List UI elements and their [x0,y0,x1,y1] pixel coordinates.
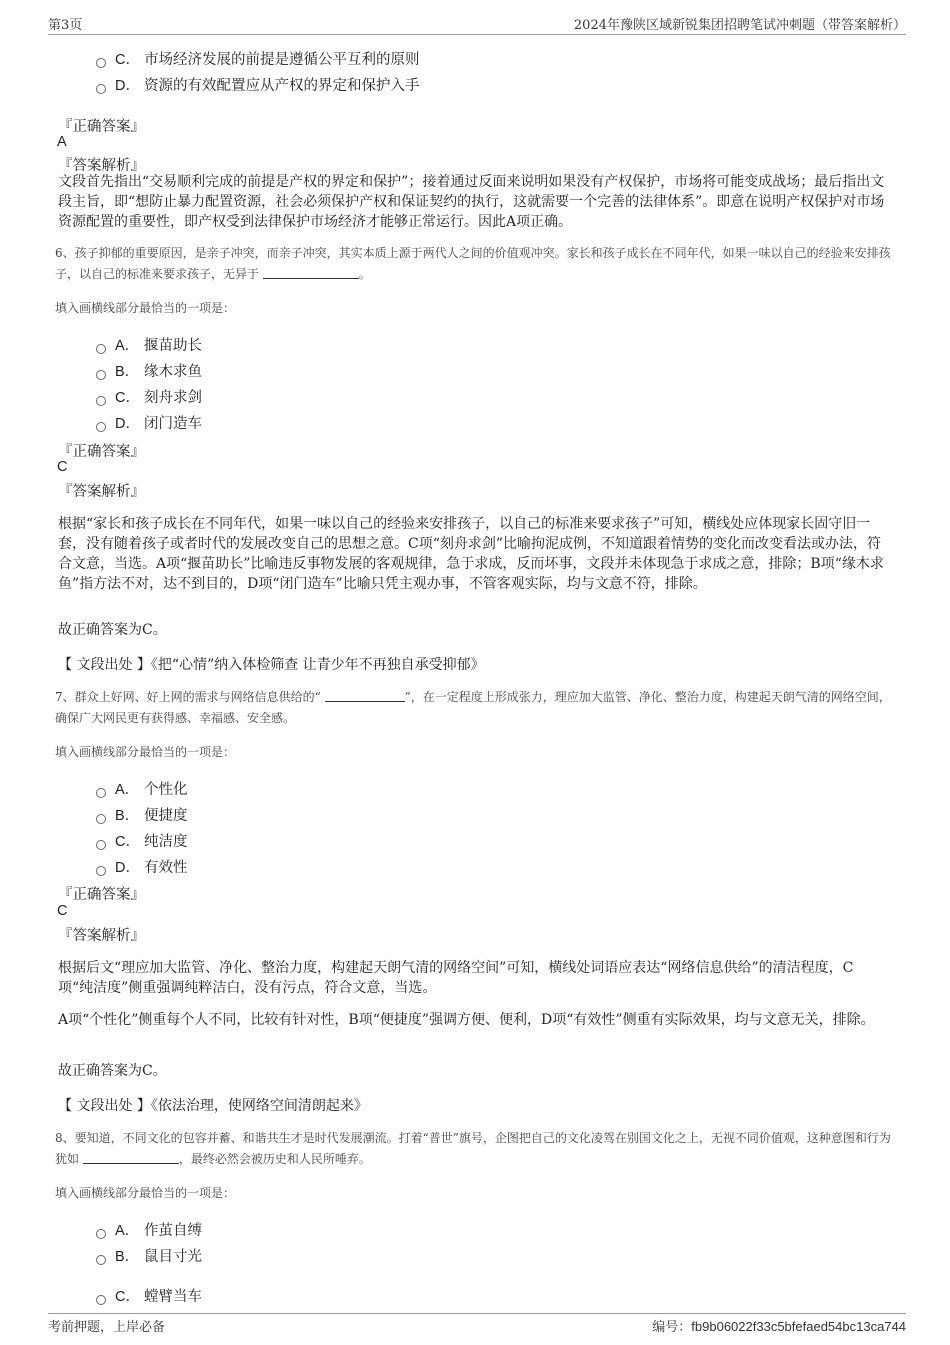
q5-option-d[interactable]: D． 资源的有效配置应从产权的界定和保护入手 [96,74,420,95]
radio-icon[interactable] [96,1295,106,1305]
q6-blank [263,266,359,279]
radio-icon[interactable] [96,84,106,94]
q7-option-a[interactable]: A． 个性化 [96,778,188,799]
q5-analysis-text: 文段首先指出“交易顺利完成的前提是产权的界定和保护”；接着通过反面来说明如果没有产权保护，市场将可能变成战场；最后指出文段主旨，即“想防止暴力配置资源，社会必须保护产权和保证契约的执行，这就需要一个完善的法律体系”。即意在说明产权保护对市场资源配置的重要性，即产权受到法律保护市场经济才能够正常运行。因此A项正确。 [58,174,885,230]
footer-slogan: 考前押题，上岸必备 [48,1320,166,1335]
radio-icon[interactable] [96,422,106,432]
q5-analysis-label: 『答案解析』 [58,158,145,174]
page-number: 第3页 [48,18,83,33]
q8-blank [83,1151,179,1164]
document-title: 2024年豫陕区域新锐集团招聘笔试冲刺题（带答案解析） [573,18,906,33]
page-footer [48,1313,906,1334]
q7-conclusion: 故正确答案为C。 [58,1063,167,1079]
q6-source: 【 文段出处 】《把“心情”纳入体检筛查 让青少年不再独自承受抑郁》 [58,657,485,673]
q6-option-c[interactable]: C． 刻舟求剑 [96,386,202,407]
q5-option-c[interactable]: C． 市场经济发展的前提是遵循公平互利的原则 [96,48,420,69]
q7-answer-label: 『正确答案』 [58,887,145,903]
radio-icon[interactable] [96,396,106,406]
radio-icon[interactable] [96,814,106,824]
radio-icon[interactable] [96,1255,106,1265]
q7-answer-value: C [57,903,68,919]
q6-option-b[interactable]: B． 缘木求鱼 [96,360,202,381]
q8-option-a[interactable]: A． 作茧自缚 [96,1219,202,1240]
q7-analysis-text-2: A项“个性化”侧重每个人不同，比较有针对性，B项“便捷度”强调方便、便利，D项“有效性”侧重有实际效果，均与文意无关，排除。 [58,1012,875,1028]
q6-conclusion: 故正确答案为C。 [58,622,167,638]
q6-answer-value: C [57,459,68,475]
document-code: 编号：fb9b06022f33c5bfefaed54bc13ca744 [652,1319,906,1334]
radio-icon[interactable] [96,1229,106,1239]
q7-analysis-text: 根据后文“理应加大监管、净化、整治力度，构建起天朗气清的网络空间”可知，横线处词语应表达“网络信息供给”的清洁程度，C项“纯洁度”侧重强调纯粹洁白，没有污点，符合文意，当选。 [58,960,854,996]
q7-prompt: 填入画横线部分最恰当的一项是： [55,745,236,759]
q7-stem: 7、群众上好网、好上网的需求与网络信息供给的“ ”，在一定程度上形成张力，理应加大监管、净化、整治力度，构建起天朗气清的网络空间，确保广大网民更有获得感、幸福感、安全感。 [55,690,891,725]
q7-analysis-label: 『答案解析』 [58,928,145,944]
radio-icon[interactable] [96,344,106,354]
page-header [48,14,906,35]
q7-option-c[interactable]: C． 纯洁度 [96,830,188,851]
q7-source: 【 文段出处 】《依法治理，使网络空间清朗起来》 [58,1098,368,1114]
radio-icon[interactable] [96,866,106,876]
q5-answer-label: 『正确答案』 [58,119,145,135]
q5-answer-value: A [57,134,67,150]
q6-option-d[interactable]: D． 闭门造车 [96,412,202,433]
q6-prompt: 填入画横线部分最恰当的一项是： [55,301,236,315]
q6-stem: 6、孩子抑郁的重要原因，是亲子冲突，而亲子冲突，其实本质上源于两代人之间的价值观冲突。家长和孩子成长在不同年代，如果一味以自己的经验来安排孩子，以自己的标准来要求孩子，无异于 。 [55,246,891,281]
radio-icon[interactable] [96,58,106,68]
q7-option-d[interactable]: D． 有效性 [96,856,188,877]
q8-prompt: 填入画横线部分最恰当的一项是： [55,1186,236,1200]
q8-option-b[interactable]: B． 鼠目寸光 [96,1245,202,1266]
q7-option-b[interactable]: B． 便捷度 [96,804,188,825]
q7-blank [325,689,405,702]
q6-analysis-text: 根据“家长和孩子成长在不同年代，如果一味以自己的经验来安排孩子，以自己的标准来要求孩子”可知，横线处应体现家长固守旧一套，没有随着孩子或者时代的发展改变自己的思想之意。C项“刻舟求剑”比喻拘泥成例，不知道跟着情势的变化而改变看法或办法，符合文意，当选。A项“揠苗助长”比喻违反事物发展的客观规律，急于求成，反而坏事，文段并未体现急于求成之意，排除；B项“缘木求鱼”指方法不对，达不到目的，D项“闭门造车”比喻只凭主观办事，不管客观实际，均与文意不符，排除。 [58,516,884,592]
radio-icon[interactable] [96,788,106,798]
q8-stem: 8、要知道，不同文化的包容并蓄、和谐共生才是时代发展潮流。打着“普世”旗号，企图把自己的文化凌驾在别国文化之上，无视不同价值观，这种意图和行为犹如 ，最终必然会被历史和人民所唾弃。 [55,1131,891,1166]
q8-option-c[interactable]: C． 螳臂当车 [96,1285,202,1306]
q6-analysis-label: 『答案解析』 [58,484,145,500]
q6-option-a[interactable]: A． 揠苗助长 [96,334,202,355]
q6-answer-label: 『正确答案』 [58,444,145,460]
radio-icon[interactable] [96,370,106,380]
radio-icon[interactable] [96,840,106,850]
